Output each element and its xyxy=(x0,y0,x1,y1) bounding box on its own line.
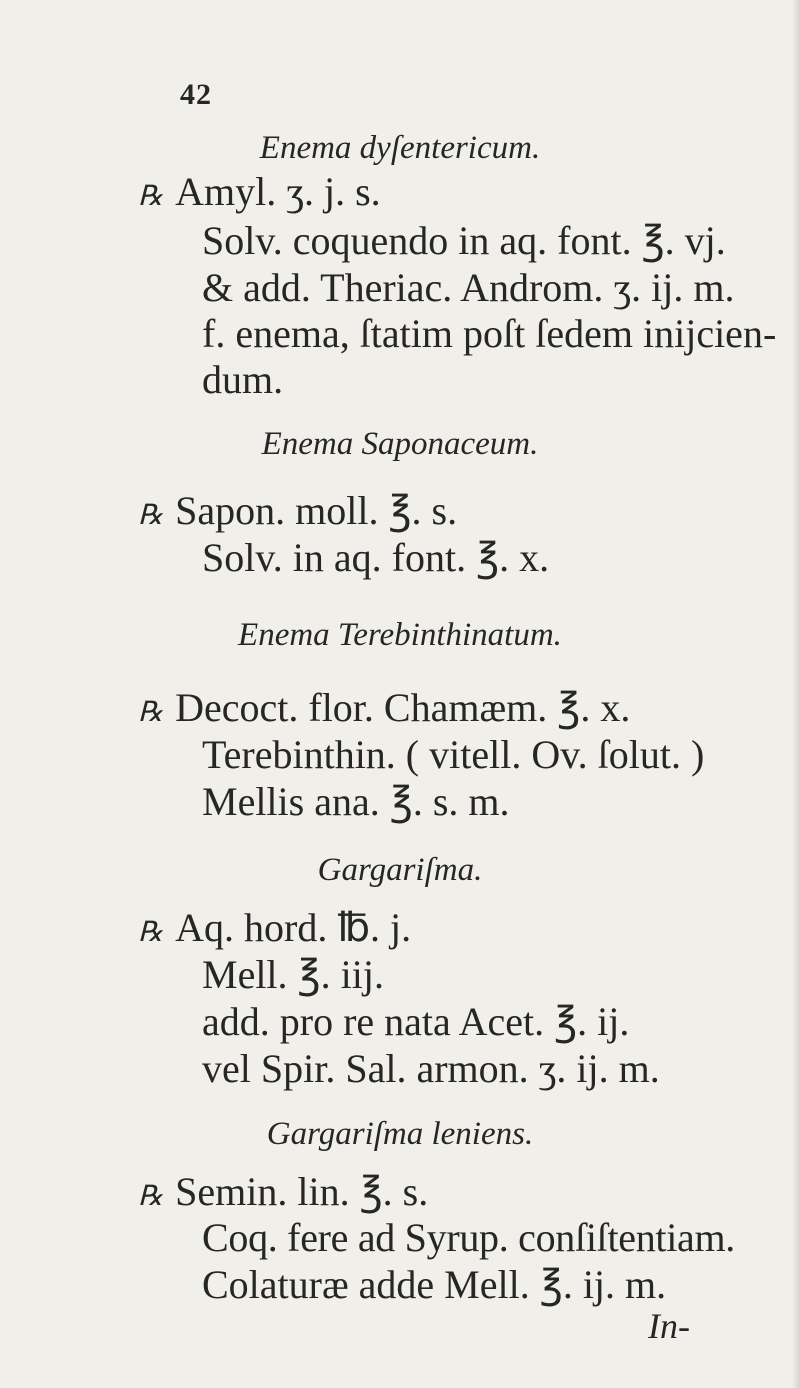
catchword: In- xyxy=(648,1306,690,1346)
page-edge xyxy=(792,0,800,1388)
recipe-line-text: Sapon. moll. ℥. s. xyxy=(175,488,458,533)
recipe-line-text: Amyl. ʒ. j. s. xyxy=(175,169,381,214)
recipe-line: f. enema, ſtatim poſt ſedem inijcien- xyxy=(202,311,777,356)
recipe-line: Solv. coquendo in aq. font. ℥. vj. xyxy=(202,218,726,263)
rx-symbol: ℞ xyxy=(138,697,164,728)
section-heading-gargarisma-leniens: Gargariſma leniens. xyxy=(266,1116,534,1152)
recipe-line: Solv. in aq. font. ℥. x. xyxy=(202,535,550,580)
recipe-line: Mellis ana. ℥. s. m. xyxy=(202,779,510,824)
recipe-line xyxy=(138,168,381,215)
page-number: 42 xyxy=(180,78,212,111)
rx-symbol: ℞ xyxy=(138,500,164,531)
rx-symbol: ℞ xyxy=(138,181,164,212)
recipe-line: dum. xyxy=(202,357,284,402)
recipe-line-text: Semin. lin. ℥. s. xyxy=(175,1169,429,1214)
section-heading-gargarisma: Gargariſma. xyxy=(317,852,483,888)
section-heading-enema-dysentericum: Enema dyſentericum. xyxy=(259,130,541,166)
recipe-line-text: Aq. hord. ℔. j. xyxy=(175,905,412,950)
recipe-line: add. pro re nata Acet. ℥. ij. xyxy=(202,999,630,1044)
recipe-line xyxy=(138,1168,428,1215)
section-heading-enema-terebinthinatum: Enema Terebinthinatum. xyxy=(238,617,562,653)
recipe-line: Colaturæ adde Mell. ℥. ij. m. xyxy=(202,1262,667,1307)
rx-symbol: ℞ xyxy=(138,1181,164,1212)
rx-symbol: ℞ xyxy=(138,917,164,948)
recipe-line-text: Decoct. flor. Chamæm. ℥. x. xyxy=(175,685,631,730)
recipe-line: Coq. fere ad Syrup. conſiſtentiam. xyxy=(202,1215,736,1260)
recipe-line xyxy=(138,684,630,731)
recipe-line xyxy=(138,487,457,534)
recipe-line: Terebinthin. ( vitell. Ov. ſolut. ) xyxy=(202,732,705,777)
recipe-line: vel Spir. Sal. armon. ʒ. ij. m. xyxy=(202,1046,660,1091)
section-heading-enema-saponaceum: Enema Saponaceum. xyxy=(261,426,539,462)
recipe-line: Mell. ℥. iij. xyxy=(202,952,384,997)
recipe-line: & add. Theriac. Androm. ʒ. ij. m. xyxy=(202,265,735,310)
recipe-line xyxy=(138,904,411,951)
